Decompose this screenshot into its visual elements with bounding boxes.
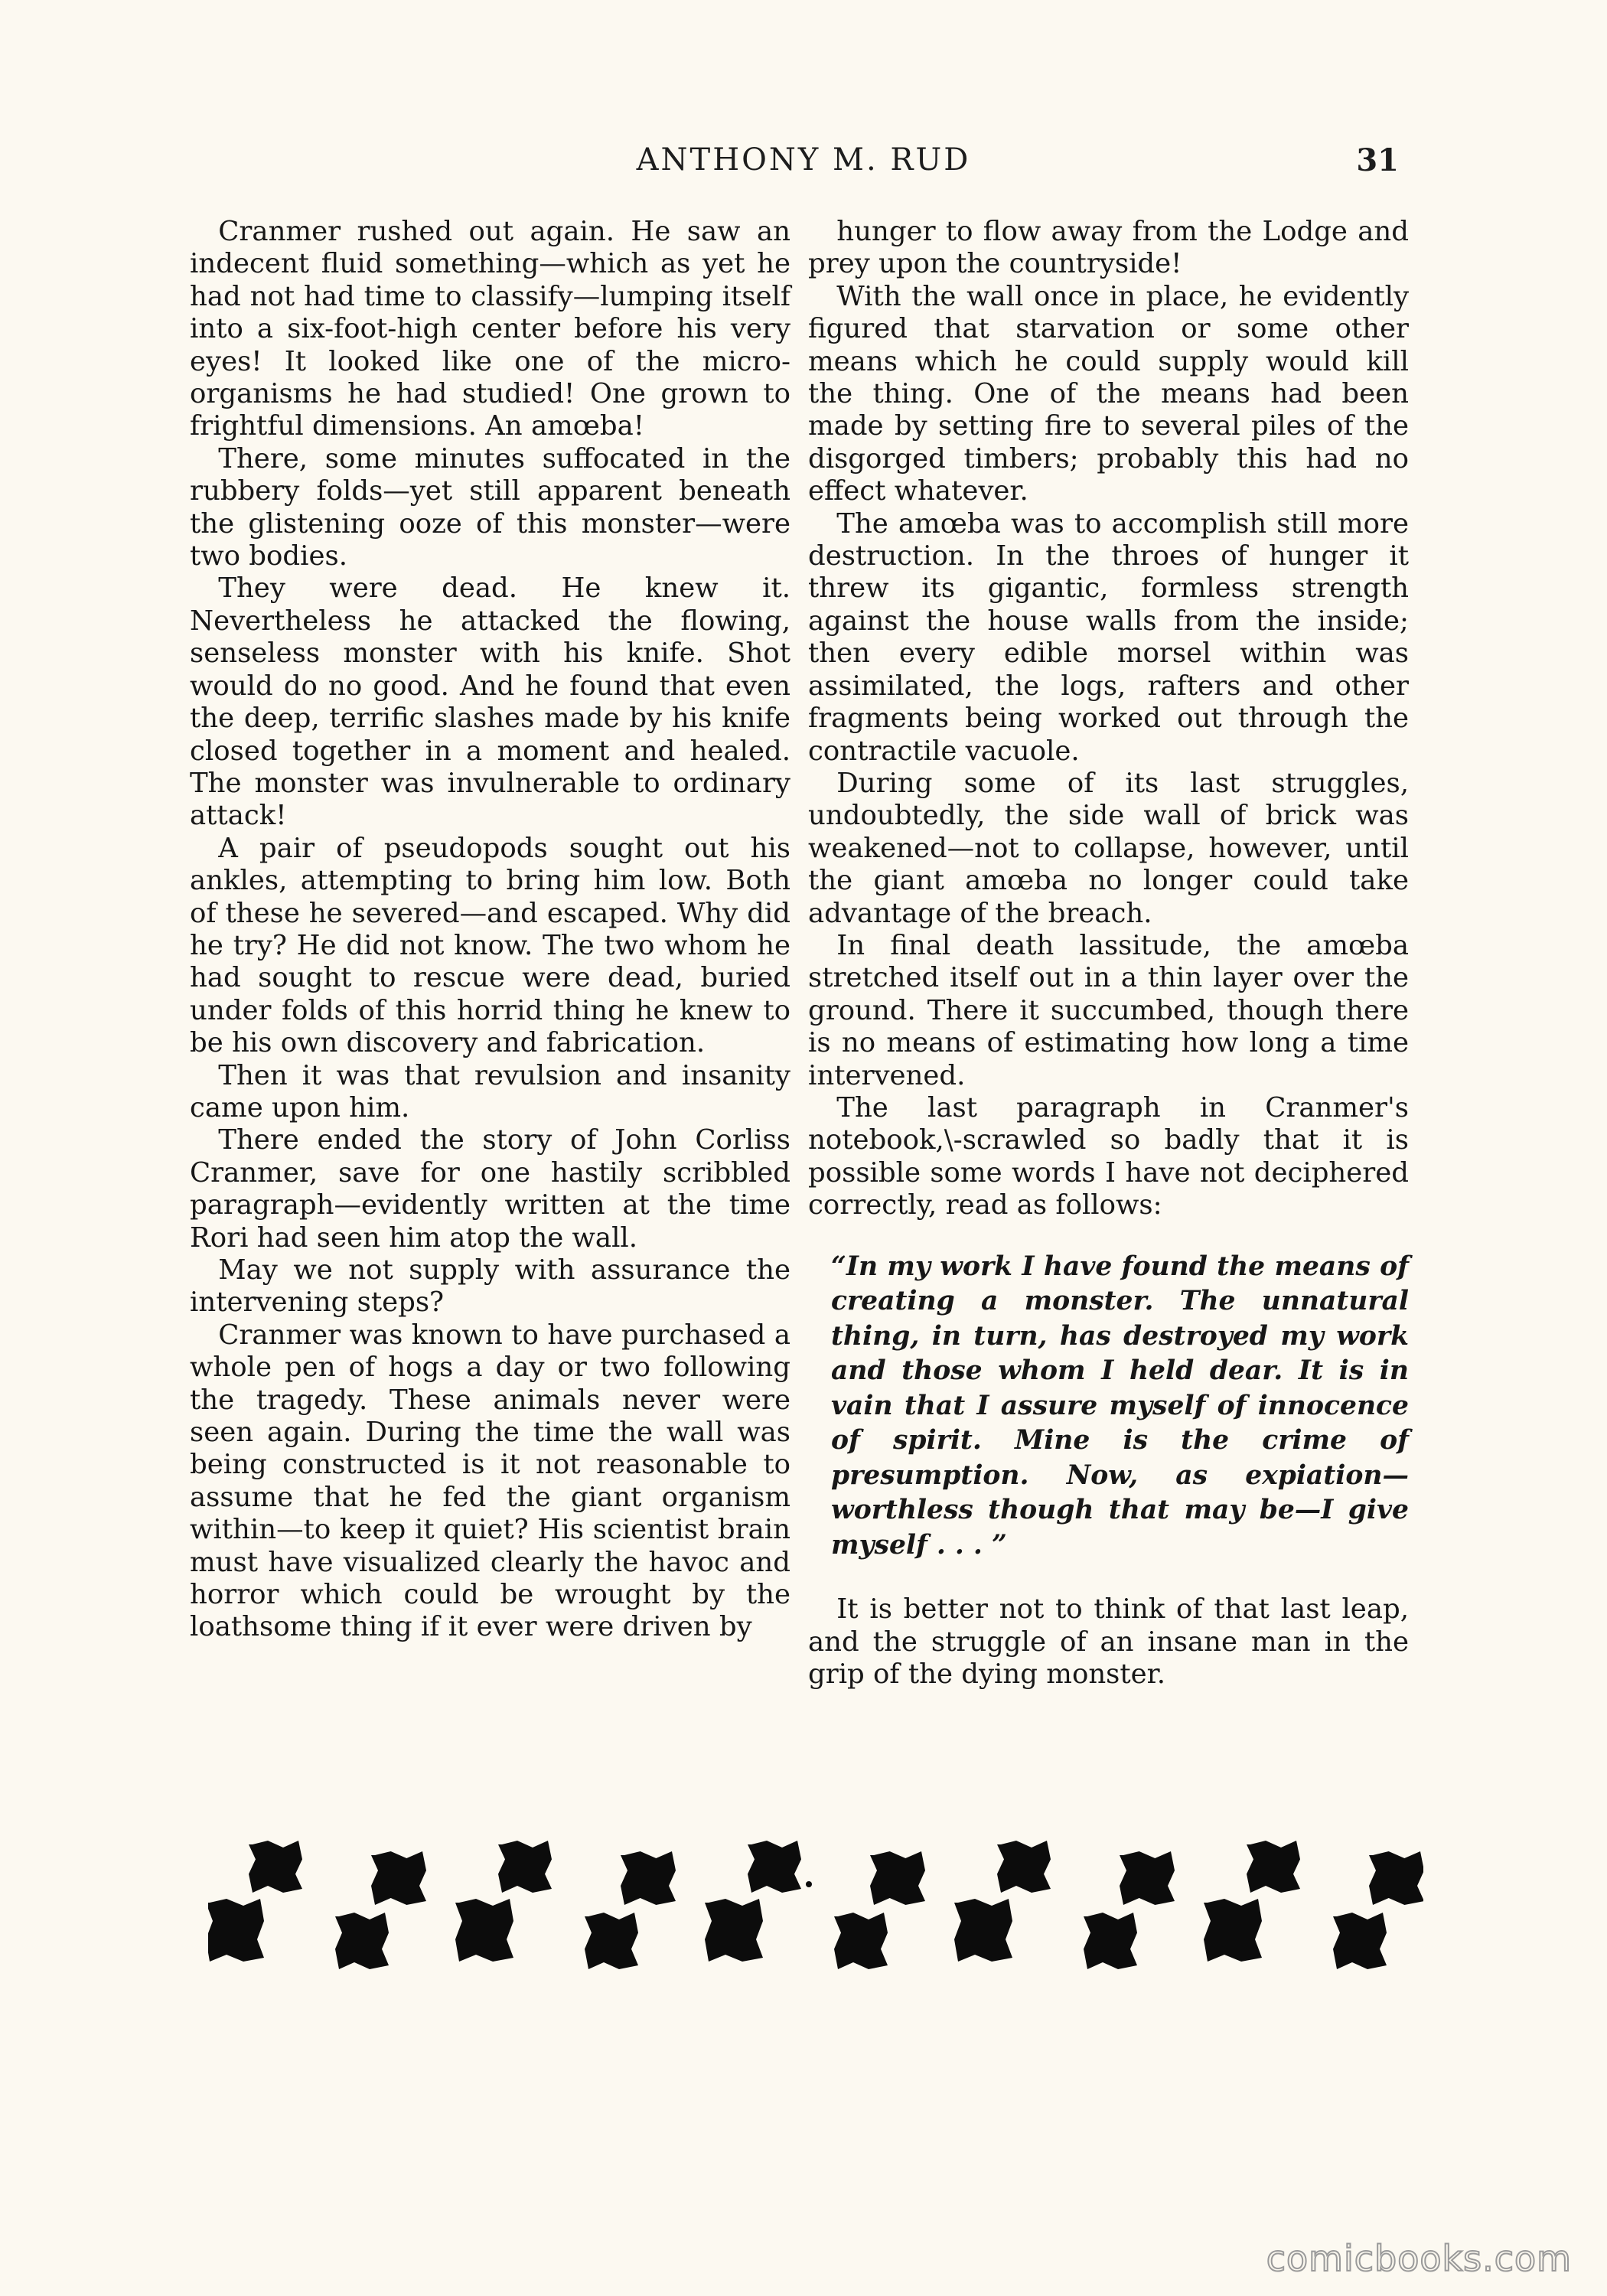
ornament-block: [208, 1899, 264, 1962]
ornament-block: [335, 1913, 389, 1969]
paragraph: May we not supply with assurance the intervening steps?: [190, 1254, 790, 1319]
running-header: [0, 138, 1607, 191]
ornament-dot: [806, 1881, 812, 1887]
ornament-block: [997, 1841, 1051, 1893]
closing-paragraph: It is better not to think of that last leap, and the struggle of an insane man in the grip of the dying monster.: [808, 1593, 1409, 1690]
paragraph: During some of its last struggles, undoubtedly, the side wall of brick was weakened—not to collapse, however, until the giant amœba no longer could take advantage of the breach.: [808, 767, 1409, 929]
right-column: [808, 216, 1409, 1691]
ornament-block: [621, 1851, 676, 1905]
ornament-block: [834, 1913, 888, 1969]
ornament-block: [748, 1841, 801, 1893]
paragraph: Cranmer was known to have purchased a whole pen of hogs a day or two following the tragedy. These animals never were seen again. During the time the wall was being constructed is it not reasonable to assume that he fed the giant organism within—to keep it quiet? His scientist brain must have visualized clearly the havoc and horror which could be wrought by the loathsome thing if it ever were driven by: [190, 1319, 790, 1643]
ornament-block: [1333, 1913, 1387, 1969]
ornament-block: [1247, 1841, 1300, 1893]
paragraph: Cranmer rushed out again. He saw an indecent fluid something—which as yet he had not had time to classify—lumping itself into a six-foot-high center before his very eyes! It looked like one of the micro-organisms he had studied! One grown to frightful dimensions. An amœba!: [190, 216, 790, 442]
paragraph: hunger to flow away from the Lodge and prey upon the countryside!: [808, 216, 1409, 280]
ornament-block: [1120, 1851, 1175, 1905]
paragraph: With the wall once in place, he evidently figured that starvation or some other means which he could supply would kill the thing. One of the means had been made by setting fire to several piles of the disgorged timbers; probably this had no effect whatever.: [808, 280, 1409, 507]
author-header: ANTHONY M. RUD: [636, 142, 971, 178]
ornament-block: [455, 1899, 513, 1962]
paragraph: They were dead. He knew it. Nevertheless he attacked the flowing, senseless monster with his knife. Shot would do no good. And he found that even the deep, terrific slashes made by his knife closed together in a moment and healed. The monster was invulnerable to ordinary attack!: [190, 572, 790, 832]
page-number: 31: [1356, 142, 1399, 178]
paragraph: Then it was that revulsion and insanity came upon him.: [190, 1059, 790, 1124]
ornament-block: [1369, 1851, 1423, 1905]
ornament-block: [249, 1841, 302, 1893]
ornament-block: [498, 1841, 552, 1893]
notebook-quote: “In my work I have found the means of creating a monster. The unnatural thing, in turn, has destroyed my work and those whom I held dear. It is in vain that I assure myself of innocence of spirit. Mine is the crime of presumption. Now, as expiation—worthless though that may be—I give myself . . . ”: [831, 1251, 1409, 1561]
ornament-block: [1084, 1913, 1137, 1969]
watermark: comicbooks.com: [1266, 2238, 1572, 2279]
paragraph: A pair of pseudopods sought out his ankles, attempting to bring him low. Both of these he severed—and escaped. Why did he try? He did not know. The two whom he had sought to rescue were dead, buried under folds of this horrid thing he knew to be his own discovery and fabrication.: [190, 832, 790, 1059]
paragraph: The amœba was to accomplish still more destruction. In the throes of hunger it threw its gigantic, formless strength against the house walls from the inside; then every edible morsel within was assimilated, the logs, rafters and other fragments being worked out through the contractile vacuole.: [808, 507, 1409, 767]
paragraph: In final death lassitude, the amœba stretched itself out in a thin layer over the ground. There it succumbed, though there is no means of estimating how long a time intervened.: [808, 929, 1409, 1091]
ornament-block: [705, 1899, 763, 1962]
ornament-block: [954, 1899, 1012, 1962]
ornament-block: [371, 1851, 426, 1905]
paragraph: There, some minutes suffocated in the rubbery folds—yet still apparent beneath the glistening ooze of this monster—were two bodies.: [190, 442, 790, 572]
decorative-border: [208, 1837, 1423, 1982]
paragraph: There ended the story of John Corliss Cranmer, save for one hastily scribbled paragraph—evidently written at the time Rori had seen him atop the wall.: [190, 1124, 790, 1254]
ornament-pattern: [208, 1841, 1423, 1969]
left-column: [190, 216, 790, 1644]
ornament-block: [585, 1913, 638, 1969]
ornament-block: [870, 1851, 925, 1905]
ornament-block: [1204, 1899, 1262, 1962]
paragraph: The last paragraph in Cranmer's notebook,\-scrawled so badly that it is possible some words I have not deciphered correctly, read as follows:: [808, 1091, 1409, 1221]
